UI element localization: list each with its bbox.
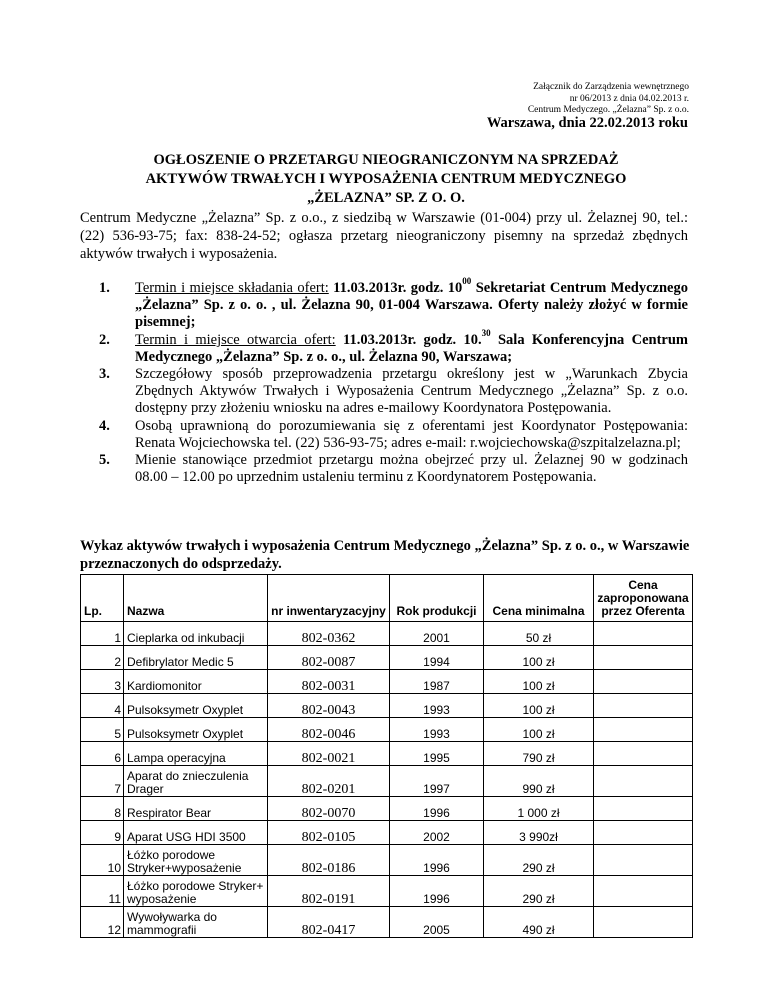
cell-min-price: 100 zł bbox=[484, 694, 594, 718]
cell-inventory: 802-0031 bbox=[268, 670, 390, 694]
cell-year: 1996 bbox=[390, 845, 484, 876]
cell-name: Wywoływarka do mammografii bbox=[124, 907, 268, 938]
cell-name: Pulsoksymetr Oxyplet bbox=[124, 718, 268, 742]
cell-min-price: 100 zł bbox=[484, 646, 594, 670]
dateline: Warszawa, dnia 22.02.2013 roku bbox=[486, 115, 688, 131]
cell-year: 1987 bbox=[390, 670, 484, 694]
table-row bbox=[81, 742, 693, 766]
item-bold-text: 11.03.2013r. godz. 10 bbox=[328, 280, 463, 296]
item-number: 4. bbox=[99, 417, 110, 434]
cell-inventory: 802-0021 bbox=[268, 742, 390, 766]
cell-offer-price bbox=[594, 821, 693, 845]
cell-min-price: 490 zł bbox=[484, 907, 594, 938]
cell-name: Kardiomonitor bbox=[124, 670, 268, 694]
cell-offer-price bbox=[594, 622, 693, 646]
cell-lp: 4 bbox=[81, 694, 124, 718]
list-item bbox=[99, 276, 688, 332]
item-number: 1. bbox=[99, 280, 110, 296]
cell-min-price: 290 zł bbox=[484, 876, 594, 907]
table-header-row bbox=[81, 575, 693, 622]
cell-name: Cieplarka od inkubacji bbox=[124, 622, 268, 646]
cell-year: 1993 bbox=[390, 694, 484, 718]
cell-offer-price bbox=[594, 845, 693, 876]
cell-min-price: 790 zł bbox=[484, 742, 594, 766]
header-year: Rok produkcji bbox=[390, 575, 484, 622]
table-row bbox=[81, 845, 693, 876]
cell-year: 1995 bbox=[390, 742, 484, 766]
cell-year: 1994 bbox=[390, 646, 484, 670]
cell-offer-price bbox=[594, 797, 693, 821]
cell-lp: 10 bbox=[81, 845, 124, 876]
cell-offer-price bbox=[594, 907, 693, 938]
intro-paragraph: Centrum Medyczne „Żelazna” Sp. z o.o., z siedzibą w Warszawie (01-004) przy ul. Żelaznej 90, tel.: (22) 536-93-75; fax: 838-24-52; ogłasza przetarg nieograniczony pisemny na sprzedaż zbędnych aktywów trwałych i wyposażenia. bbox=[80, 210, 688, 262]
cell-min-price: 1 000 zł bbox=[484, 797, 594, 821]
title-line: „ŻELAZNA” SP. Z O. O. bbox=[307, 190, 465, 206]
cell-name: Aparat USG HDI 3500 bbox=[124, 821, 268, 845]
cell-offer-price bbox=[594, 670, 693, 694]
cell-name: Pulsoksymetr Oxyplet bbox=[124, 694, 268, 718]
cell-inventory: 802-0417 bbox=[268, 907, 390, 938]
table-row bbox=[81, 766, 693, 797]
table-row bbox=[81, 646, 693, 670]
cell-lp: 3 bbox=[81, 670, 124, 694]
cell-year: 1996 bbox=[390, 797, 484, 821]
cell-lp: 12 bbox=[81, 907, 124, 938]
list-item bbox=[99, 452, 688, 486]
cell-lp: 5 bbox=[81, 718, 124, 742]
cell-lp: 2 bbox=[81, 646, 124, 670]
cell-lp: 1 bbox=[81, 622, 124, 646]
cell-inventory: 802-0070 bbox=[268, 797, 390, 821]
cell-offer-price bbox=[594, 742, 693, 766]
cell-year: 1993 bbox=[390, 718, 484, 742]
table-row bbox=[81, 907, 693, 938]
cell-name: Lampa operacyjna bbox=[124, 742, 268, 766]
title-line: OGŁOSZENIE O PRZETARGU NIEOGRANICZONYM NA SPRZEDAŻ bbox=[153, 152, 619, 168]
list-item bbox=[99, 418, 688, 452]
cell-offer-price bbox=[594, 876, 693, 907]
cell-inventory: 802-0046 bbox=[268, 718, 390, 742]
cell-lp: 9 bbox=[81, 821, 124, 845]
cell-year: 1997 bbox=[390, 766, 484, 797]
item-bold-text: 11.03.2013r. godz. 10. bbox=[335, 331, 482, 348]
cell-inventory: 802-0105 bbox=[268, 821, 390, 845]
cell-lp: 7 bbox=[81, 766, 124, 797]
item-number: 5. bbox=[99, 452, 110, 469]
item-number: 3. bbox=[99, 366, 110, 383]
header-lp: Lp. bbox=[81, 575, 124, 622]
cell-inventory: 802-0362 bbox=[268, 622, 390, 646]
annex-line: Centrum Medyczego. „Żelazna” Sp. z o.o. bbox=[527, 105, 689, 116]
cell-min-price: 990 zł bbox=[484, 766, 594, 797]
tender-points-list bbox=[99, 276, 688, 486]
header-offer-price: Cena zaproponowana przez Oferenta bbox=[594, 575, 693, 622]
cell-min-price: 100 zł bbox=[484, 718, 594, 742]
cell-inventory: 802-0191 bbox=[268, 876, 390, 907]
cell-lp: 8 bbox=[81, 797, 124, 821]
cell-offer-price bbox=[594, 718, 693, 742]
cell-name: Defibrylator Medic 5 bbox=[124, 646, 268, 670]
item-bold-text: Sekretariat Centrum Medycznego „Żelazna” Sp. z o. o. , ul. Żelazna 90, 01-004 Warszawa. Oferty należy złożyć w formie pisemnej; bbox=[135, 280, 688, 331]
table-row bbox=[81, 670, 693, 694]
cell-inventory: 802-0201 bbox=[268, 766, 390, 797]
header-name: Nazwa bbox=[124, 575, 268, 622]
cell-offer-price bbox=[594, 646, 693, 670]
cell-min-price: 290 zł bbox=[484, 845, 594, 876]
cell-min-price: 100 zł bbox=[484, 670, 594, 694]
annex-note bbox=[528, 82, 689, 117]
annex-line: nr 06/2013 z dnia 04.02.2013 r. bbox=[569, 93, 689, 104]
cell-name: Łóżko porodowe Stryker+wyposażenie bbox=[124, 845, 268, 876]
item-superscript: 00 bbox=[462, 276, 472, 287]
cell-year: 2001 bbox=[390, 622, 484, 646]
annex-line: Załącznik do Zarządzenia wewnętrznego bbox=[533, 82, 689, 92]
assets-table bbox=[80, 574, 693, 938]
table-row bbox=[81, 797, 693, 821]
item-text: Mienie stanowiące przedmiot przetargu można obejrzeć przy ul. Żelaznej 90 w godzinach 08.00 – 12.00 po uprzednim ustaleniu terminu z Koordynatorem Postępowania. bbox=[135, 452, 688, 486]
item-label: Termin i miejsce składania ofert: bbox=[135, 280, 329, 296]
cell-lp: 6 bbox=[81, 742, 124, 766]
list-item bbox=[99, 366, 688, 418]
header-inventory: nr inwentaryzacyjny bbox=[268, 575, 390, 622]
cell-name: Respirator Bear bbox=[124, 797, 268, 821]
table-row bbox=[81, 821, 693, 845]
list-item bbox=[99, 327, 688, 366]
cell-year: 1996 bbox=[390, 876, 484, 907]
cell-offer-price bbox=[594, 694, 693, 718]
table-row bbox=[81, 694, 693, 718]
cell-name: Aparat do znieczulenia Drager bbox=[124, 766, 268, 797]
cell-min-price: 3 990zł bbox=[484, 821, 594, 845]
item-label: Termin i miejsce otwarcia ofert: bbox=[135, 331, 336, 348]
cell-name: Łóżko porodowe Stryker+ wyposażenie bbox=[124, 876, 268, 907]
cell-year: 2002 bbox=[390, 821, 484, 845]
cell-offer-price bbox=[594, 766, 693, 797]
title-line: AKTYWÓW TRWAŁYCH I WYPOSAŻENIA CENTRUM MEDYCZNEGO bbox=[145, 171, 627, 187]
header-min-price: Cena minimalna bbox=[484, 575, 594, 622]
table-row bbox=[81, 622, 693, 646]
item-number: 2. bbox=[99, 331, 110, 348]
cell-lp: 11 bbox=[81, 876, 124, 907]
item-bold-text: Sala Konferencyjna Centrum Medycznego „Żelazna” Sp. z o. o., ul. Żelazna 90, Warszawa; bbox=[135, 331, 688, 365]
table-caption: Wykaz aktywów trwałych i wyposażenia Centrum Medycznego „Żelazna” Sp. z o. o., w Warszawie przeznaczonych do odsprzedaży. bbox=[80, 538, 690, 572]
announcement-title bbox=[80, 151, 692, 208]
item-text: Szczegółowy sposób przeprowadzenia przetargu określony jest w „Warunkach Zbycia Zbędnych Aktywów Trwałych i Wyposażenia Centrum Medycznego „Żelazna” Sp. z o.o. dostępny przy złożeniu wniosku na adres e-mailowy Koordynatora Postępowania. bbox=[135, 366, 688, 417]
table-row bbox=[81, 876, 693, 907]
table-row bbox=[81, 718, 693, 742]
cell-inventory: 802-0043 bbox=[268, 694, 390, 718]
cell-year: 2005 bbox=[390, 907, 484, 938]
item-text: Osobą uprawnioną do porozumiewania się z oferentami jest Koordynator Postępowania: Renata Wojciechowska tel. (22) 536-93-75; adres e-mail: r.wojciechowska@szpitalzelazna.pl; bbox=[135, 417, 688, 451]
item-superscript: 30 bbox=[481, 327, 491, 338]
cell-inventory: 802-0186 bbox=[268, 845, 390, 876]
cell-min-price: 50 zł bbox=[484, 622, 594, 646]
cell-inventory: 802-0087 bbox=[268, 646, 390, 670]
